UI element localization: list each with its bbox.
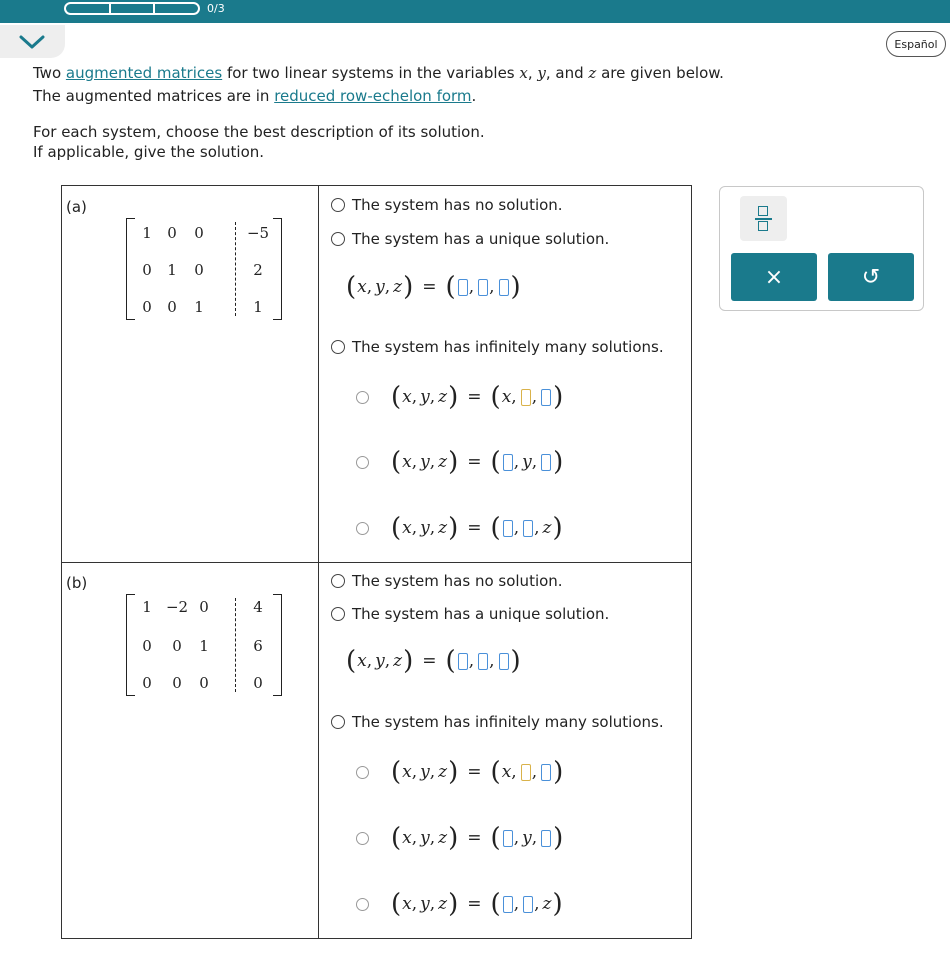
y-input[interactable] — [478, 279, 488, 296]
text: , and — [545, 64, 589, 82]
radio-button[interactable] — [356, 522, 369, 535]
chevron-down-icon — [19, 34, 45, 50]
radio-button[interactable] — [331, 198, 345, 212]
var-y: y — [420, 387, 430, 407]
matrix-cell: 0 — [253, 674, 263, 692]
var-x: x — [402, 387, 412, 407]
a-unique-answer — [345, 274, 522, 300]
option-label: The system has a unique solution. — [352, 605, 610, 623]
a-unique-option[interactable] — [331, 230, 609, 248]
var-z: z — [542, 894, 552, 914]
option-label: The system has infinitely many solutions. — [352, 713, 664, 731]
paren: ) — [553, 757, 564, 787]
augment-divider — [235, 222, 236, 316]
comma: , — [411, 762, 418, 782]
equals: = — [467, 894, 482, 914]
matrix-b — [126, 594, 282, 696]
answer-tools-panel — [719, 186, 924, 311]
radio-button[interactable] — [331, 574, 345, 588]
comma: , — [429, 518, 436, 538]
var-x: x — [501, 762, 512, 782]
b-infinite-option[interactable] — [331, 713, 664, 731]
matrix-cell: 6 — [253, 637, 263, 655]
paren: ) — [552, 889, 563, 919]
var-x: x — [519, 64, 528, 82]
paren: ( — [445, 646, 456, 676]
matrix-cell: 2 — [253, 261, 263, 279]
var-y: y — [375, 651, 385, 671]
paren: ( — [490, 757, 501, 787]
var-z: z — [588, 64, 597, 82]
var-y: y — [420, 894, 430, 914]
z-input[interactable] — [541, 830, 551, 847]
matrix-cell: 0 — [199, 598, 209, 616]
matrix-cell: 0 — [167, 298, 177, 316]
comma: , — [366, 277, 373, 297]
radio-button[interactable] — [331, 340, 345, 354]
comma: , — [513, 518, 520, 538]
paren: ( — [490, 823, 501, 853]
matrix-cell: −5 — [246, 224, 270, 242]
var-y: y — [420, 452, 430, 472]
comma: , — [531, 387, 538, 407]
paren: ) — [403, 646, 414, 676]
matrix-cell: 0 — [194, 224, 204, 242]
equals: = — [467, 828, 482, 848]
paren: ( — [391, 823, 402, 853]
matrix-cell: 1 — [199, 637, 209, 655]
b-no-solution-option[interactable] — [331, 572, 563, 590]
paren: ( — [346, 272, 357, 302]
expression — [390, 759, 564, 785]
comma: , — [531, 762, 538, 782]
y-input[interactable] — [521, 764, 531, 781]
var-x: x — [357, 277, 367, 297]
z-input[interactable] — [499, 653, 509, 670]
comma: , — [366, 651, 373, 671]
matrix-cell: 0 — [199, 674, 209, 692]
matrix-cell: −2 — [165, 598, 189, 616]
radio-button[interactable] — [356, 391, 369, 404]
x-input[interactable] — [503, 896, 513, 913]
comma: , — [411, 894, 418, 914]
matrix-cell: 0 — [172, 674, 182, 692]
text: , — [527, 64, 538, 82]
b-infinite-x-free[interactable] — [356, 759, 564, 785]
var-z: z — [393, 277, 403, 297]
var-z: z — [542, 518, 552, 538]
matrix-cell: 1 — [167, 261, 177, 279]
paren: ) — [553, 447, 564, 477]
comma: , — [411, 387, 418, 407]
matrix-cell: 0 — [142, 637, 152, 655]
undo-button[interactable]: ↺ — [828, 253, 914, 301]
var-x: x — [501, 387, 512, 407]
y-input[interactable] — [521, 389, 531, 406]
paren: ) — [553, 823, 564, 853]
comma: , — [489, 277, 495, 297]
fraction-button[interactable] — [740, 196, 787, 241]
comma: , — [429, 452, 436, 472]
augment-divider — [235, 598, 236, 692]
progress-segment — [153, 2, 200, 15]
paren: ( — [391, 757, 402, 787]
comma: , — [513, 452, 520, 472]
equals: = — [467, 518, 482, 538]
matrix-cell: 0 — [194, 261, 204, 279]
radio-button[interactable] — [356, 832, 369, 845]
comma: , — [429, 387, 436, 407]
z-input[interactable] — [541, 454, 551, 471]
clear-button[interactable]: × — [731, 253, 817, 301]
fraction-bar — [755, 218, 772, 220]
paren: ) — [552, 513, 563, 543]
expression — [390, 449, 564, 475]
paren: ( — [490, 513, 501, 543]
option-label: The system has infinitely many solutions. — [352, 338, 664, 356]
progress-bar — [64, 2, 198, 15]
option-label: The system has a unique solution. — [352, 230, 610, 248]
b-infinite-z-free[interactable] — [356, 891, 564, 917]
var-x: x — [402, 828, 412, 848]
var-y: y — [420, 762, 430, 782]
a-no-solution-option[interactable] — [331, 196, 563, 214]
paren: ( — [490, 382, 501, 412]
matrix-cell: 0 — [142, 261, 152, 279]
var-y: y — [375, 277, 385, 297]
comma: , — [429, 894, 436, 914]
matrix-cell: 1 — [142, 598, 152, 616]
matrix-cell: 0 — [172, 637, 182, 655]
text: are given below. — [596, 64, 724, 82]
progress-segment — [64, 2, 111, 15]
rref-link[interactable]: reduced row-echelon form — [274, 87, 472, 105]
paren: ) — [448, 757, 459, 787]
matrix-cell: 1 — [194, 298, 204, 316]
y-input[interactable] — [523, 896, 533, 913]
text: . — [471, 87, 477, 105]
radio-button[interactable] — [356, 456, 369, 469]
paren: ( — [346, 646, 357, 676]
progress-segment — [109, 2, 156, 15]
radio-button[interactable] — [356, 766, 369, 779]
var-x: x — [402, 894, 412, 914]
paren: ( — [490, 447, 501, 477]
var-z: z — [438, 518, 448, 538]
paren: ) — [448, 513, 459, 543]
var-z: z — [438, 894, 448, 914]
z-input[interactable] — [541, 389, 551, 406]
comma: , — [411, 452, 418, 472]
x-input[interactable] — [503, 520, 513, 537]
x-input[interactable] — [458, 279, 468, 296]
equals: = — [467, 387, 482, 407]
var-z: z — [438, 762, 448, 782]
matrix-cell: 1 — [142, 224, 152, 242]
text: Two — [33, 64, 66, 82]
comma: , — [511, 387, 517, 407]
comma: , — [384, 651, 391, 671]
comma: , — [534, 518, 540, 538]
expression — [390, 384, 564, 410]
var-x: x — [402, 762, 412, 782]
expression — [390, 515, 564, 541]
comma: , — [534, 894, 540, 914]
matrix-cell: 4 — [253, 598, 263, 616]
var-y: y — [522, 828, 532, 848]
comma: , — [489, 651, 495, 671]
comma: , — [513, 828, 520, 848]
comma: , — [411, 518, 418, 538]
fraction-icon — [758, 221, 768, 231]
comma: , — [411, 828, 418, 848]
radio-button[interactable] — [331, 715, 345, 729]
equals: = — [467, 762, 482, 782]
paren: ) — [448, 447, 459, 477]
instruction-line-4: If applicable, give the solution. — [33, 143, 265, 161]
var-z: z — [393, 651, 403, 671]
right-bracket — [273, 218, 282, 320]
paren: ( — [391, 447, 402, 477]
y-input[interactable] — [478, 653, 488, 670]
var-y: y — [420, 828, 430, 848]
paren: ) — [510, 646, 521, 676]
comma: , — [468, 277, 475, 297]
espanol-button[interactable]: Español — [886, 31, 946, 57]
x-input[interactable] — [503, 454, 513, 471]
a-infinite-option[interactable] — [331, 338, 664, 356]
comma: , — [468, 651, 475, 671]
a-infinite-z-free[interactable] — [356, 515, 564, 541]
a-infinite-y-free[interactable] — [356, 449, 564, 475]
b-unique-answer — [345, 648, 522, 674]
radio-button[interactable] — [356, 898, 369, 911]
paren: ) — [448, 823, 459, 853]
instruction-line-3: For each system, choose the best description of its solution. — [33, 123, 485, 141]
equals: = — [422, 651, 437, 671]
instruction-line-2 — [33, 87, 476, 105]
paren: ) — [510, 272, 521, 302]
paren: ( — [391, 513, 402, 543]
paren: ) — [553, 382, 564, 412]
paren: ( — [391, 889, 402, 919]
progress-count: 0/3 — [207, 2, 225, 15]
comma: , — [384, 277, 391, 297]
var-x: x — [402, 518, 412, 538]
equals: = — [467, 452, 482, 472]
var-y: y — [420, 518, 430, 538]
row-divider — [61, 562, 692, 563]
radio-button[interactable] — [331, 607, 345, 621]
expression — [390, 891, 564, 917]
matrix-cell: 1 — [253, 298, 263, 316]
z-input[interactable] — [541, 764, 551, 781]
paren: ) — [448, 382, 459, 412]
equals: = — [422, 277, 437, 297]
text: for two linear systems in the variables — [222, 64, 520, 82]
comma: , — [531, 452, 538, 472]
var-x: x — [402, 452, 412, 472]
expression — [390, 825, 564, 851]
matrix-a — [126, 218, 282, 320]
comma: , — [429, 762, 436, 782]
paren: ) — [403, 272, 414, 302]
var-z: z — [438, 387, 448, 407]
radio-button[interactable] — [331, 232, 345, 246]
paren: ( — [490, 889, 501, 919]
a-infinite-x-free[interactable] — [356, 384, 564, 410]
paren: ) — [448, 889, 459, 919]
comma: , — [513, 894, 520, 914]
paren: ( — [391, 382, 402, 412]
instruction-line-1 — [33, 64, 724, 82]
var-x: x — [357, 651, 367, 671]
var-z: z — [438, 828, 448, 848]
top-bar — [0, 0, 950, 23]
augmented-matrices-link[interactable]: augmented matrices — [65, 64, 223, 82]
matrix-cell: 0 — [142, 298, 152, 316]
right-bracket — [273, 594, 282, 696]
matrix-cell: 0 — [142, 674, 152, 692]
option-label: The system has no solution. — [352, 572, 563, 590]
var-z: z — [438, 452, 448, 472]
comma: , — [511, 762, 517, 782]
y-input[interactable] — [523, 520, 533, 537]
var-y: y — [522, 452, 532, 472]
matrix-cell: 0 — [167, 224, 177, 242]
z-input[interactable] — [499, 279, 509, 296]
comma: , — [429, 828, 436, 848]
part-b-label: (b) — [66, 574, 88, 592]
part-a-label: (a) — [66, 198, 87, 216]
x-input[interactable] — [503, 830, 513, 847]
b-unique-option[interactable] — [331, 605, 609, 623]
fraction-icon — [758, 206, 768, 216]
paren: ( — [445, 272, 456, 302]
collapse-toggle[interactable] — [0, 25, 65, 58]
x-input[interactable] — [458, 653, 468, 670]
comma: , — [531, 828, 538, 848]
option-label: The system has no solution. — [352, 196, 563, 214]
b-infinite-y-free[interactable] — [356, 825, 564, 851]
var-y: y — [537, 64, 546, 82]
text: The augmented matrices are in — [33, 87, 275, 105]
